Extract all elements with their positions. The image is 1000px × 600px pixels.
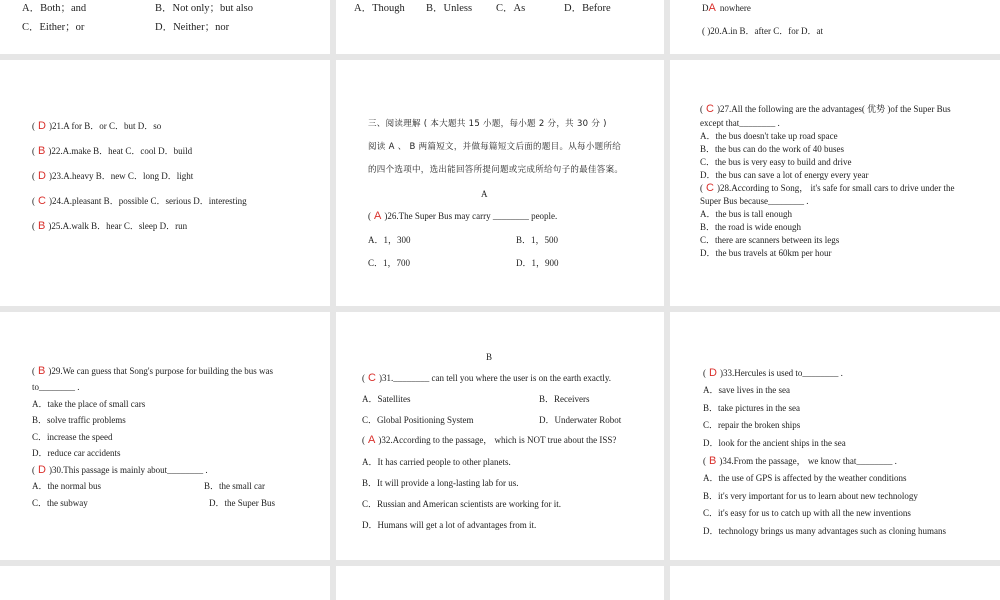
option-b-unless: B．Unless bbox=[426, 3, 473, 14]
q30-option-a: A．the normal bus bbox=[32, 481, 101, 491]
q27-option-d: D．the bus can save a lot of energy every year bbox=[700, 170, 869, 180]
option-c-as: C．As bbox=[496, 3, 526, 14]
instruction-line-1: 阅读 A 、 B 两篇短文，并做每篇短文后面的题目。从每小题所给 bbox=[368, 142, 622, 152]
question-29-line-1: ( B )29.We can guess that Song's purpose for building the bus was bbox=[32, 365, 273, 377]
q28-option-d: D．the bus travels at 60km per hour bbox=[700, 248, 832, 258]
page-questions-31-32 bbox=[336, 312, 664, 560]
passage-a-label: A bbox=[481, 189, 488, 199]
answer-mark: C bbox=[38, 195, 46, 207]
q26-option-d: D．1，900 bbox=[516, 258, 559, 268]
question-27-line-2: except that________ . bbox=[700, 118, 780, 128]
q32-option-b: B．It will provide a long-lasting lab for us. bbox=[362, 478, 519, 488]
page-bottom-middle bbox=[336, 566, 664, 600]
answer-mark: D bbox=[709, 367, 717, 379]
q29-option-b: B．solve traffic problems bbox=[32, 415, 126, 425]
answer-mark: D bbox=[38, 464, 46, 476]
answer-mark: D bbox=[38, 120, 46, 132]
answer-mark: D bbox=[38, 170, 46, 182]
q34-option-c: C．it's easy for us to catch up with all the new inventions bbox=[703, 508, 911, 518]
answer-mark: C bbox=[706, 182, 714, 194]
option-d-before: D．Before bbox=[564, 3, 611, 14]
q30-option-b: B．the small car bbox=[204, 481, 265, 491]
page-questions-33-34 bbox=[670, 312, 1000, 560]
q29-option-d: D．reduce car accidents bbox=[32, 448, 121, 458]
option-a-though: A．Though bbox=[354, 3, 405, 14]
answer-mark: B bbox=[38, 145, 46, 157]
page-top-middle bbox=[336, 0, 664, 54]
page-reading-intro bbox=[336, 60, 664, 306]
page-questions-29-30 bbox=[0, 312, 330, 560]
q33-option-c: C．repair the broken ships bbox=[703, 420, 801, 430]
option-c-either-or: C．Either；or bbox=[22, 22, 85, 33]
page-questions-21-25 bbox=[0, 60, 330, 306]
q28-option-c: C．there are scanners between its legs bbox=[700, 235, 840, 245]
question-33: ( D )33.Hercules is used to________ . bbox=[703, 367, 843, 379]
q27-option-c: C．the bus is very easy to build and drive bbox=[700, 157, 852, 167]
question-23: ( D )23.A.heavy B．new C．long D．light bbox=[32, 170, 194, 182]
question-29-line-2: to________ . bbox=[32, 382, 80, 392]
question-25: ( B )25.A.walk B．hear C．sleep D．run bbox=[32, 220, 188, 232]
q32-option-c: C．Russian and American scientists are working for it. bbox=[362, 499, 561, 509]
page-bottom-right bbox=[670, 566, 1000, 600]
q28-option-b: B．the road is wide enough bbox=[700, 222, 801, 232]
q33-option-a: A．save lives in the sea bbox=[703, 385, 790, 395]
answer-mark: C bbox=[368, 372, 376, 384]
q31-option-c: C．Global Positioning System bbox=[362, 415, 474, 425]
option-a-both-and: A．Both；and bbox=[22, 3, 87, 14]
q26-option-a: A．1，300 bbox=[368, 235, 411, 245]
q33-option-d: D．look for the ancient ships in the sea bbox=[703, 438, 846, 448]
question-22: ( B )22.A.make B．heat C．cool D．build bbox=[32, 145, 193, 157]
q30-option-d: D．the Super Bus bbox=[209, 498, 275, 508]
q34-option-b: B．it's very important for us to learn about new technology bbox=[703, 491, 918, 501]
answer-mark: B bbox=[38, 220, 46, 232]
q29-option-c: C．increase the speed bbox=[32, 432, 113, 442]
instruction-line-2: 的四个选项中，选出能回答所提问题或完成所给句子的最佳答案。 bbox=[368, 165, 624, 175]
q34-option-d: D．technology brings us many advantages such as cloning humans bbox=[703, 526, 946, 536]
q30-option-c: C．the subway bbox=[32, 498, 88, 508]
q33-option-b: B．take pictures in the sea bbox=[703, 403, 800, 413]
answer-mark: B bbox=[38, 365, 46, 377]
q26-option-b: B．1，500 bbox=[516, 235, 559, 245]
question-30: ( D )30.This passage is mainly about________ . bbox=[32, 464, 208, 476]
q31-option-a: A．Satellites bbox=[362, 394, 411, 404]
passage-b-label: B bbox=[486, 352, 493, 362]
answer-mark: A bbox=[708, 2, 716, 14]
page-top-right bbox=[670, 0, 1000, 54]
page-questions-27-28 bbox=[670, 60, 1000, 306]
q31-option-d: D．Underwater Robot bbox=[539, 415, 622, 425]
q32-option-a: A．It has carried people to other planets. bbox=[362, 457, 511, 467]
q28-option-a: A．the bus is tall enough bbox=[700, 209, 792, 219]
answer-mark: B bbox=[709, 455, 717, 467]
option-b-not-only: B．Not only；but also bbox=[155, 3, 254, 14]
q32-option-d: D．Humans will get a lot of advantages from it. bbox=[362, 520, 537, 530]
question-20: ( )20.A.in B．after C．for D．at bbox=[702, 26, 823, 36]
q27-option-a: A．the bus doesn't take up road space bbox=[700, 131, 838, 141]
page-top-left bbox=[0, 0, 330, 54]
q29-option-a: A．take the place of small cars bbox=[32, 399, 146, 409]
q31-option-b: B．Receivers bbox=[539, 394, 590, 404]
question-24: ( C )24.A.pleasant B．possible C．serious D．interesting bbox=[32, 195, 247, 207]
q26-option-c: C．1，700 bbox=[368, 258, 411, 268]
page-bottom-left bbox=[0, 566, 330, 600]
question-27-line-1: ( C )27.All the following are the advantages( 优势 )of the Super Bus bbox=[700, 103, 951, 115]
answer-mark: A bbox=[368, 434, 376, 446]
question-26: ( A )26.The Super Bus may carry ________ people. bbox=[368, 210, 558, 222]
question-34: ( B )34.From the passage， we know that________ . bbox=[703, 455, 897, 467]
answer-mark: A bbox=[374, 210, 382, 222]
answer-mark: C bbox=[706, 103, 714, 115]
question-28-line-2: Super Bus because________ . bbox=[700, 196, 809, 206]
question-31: ( C )31.________ can tell you where the user is on the earth exactly. bbox=[362, 372, 612, 384]
section-heading: 三、阅读理解 ( 本大题共 15 小题，每小题 2 分，共 30 分 ) bbox=[368, 119, 607, 129]
option-d-neither-nor: D．Neither；nor bbox=[155, 22, 230, 33]
option-d-nowhere: DA nowhere bbox=[702, 2, 751, 14]
question-32: ( A )32.According to the passage， which is NOT true about the ISS? bbox=[362, 434, 617, 446]
question-28-line-1: ( C )28.According to Song， it's safe for small cars to drive under the bbox=[700, 182, 955, 194]
question-21: ( D )21.A for B．or C．but D．so bbox=[32, 120, 162, 132]
q34-option-a: A．the use of GPS is affected by the weather conditions bbox=[703, 473, 907, 483]
q27-option-b: B．the bus can do the work of 40 buses bbox=[700, 144, 844, 154]
